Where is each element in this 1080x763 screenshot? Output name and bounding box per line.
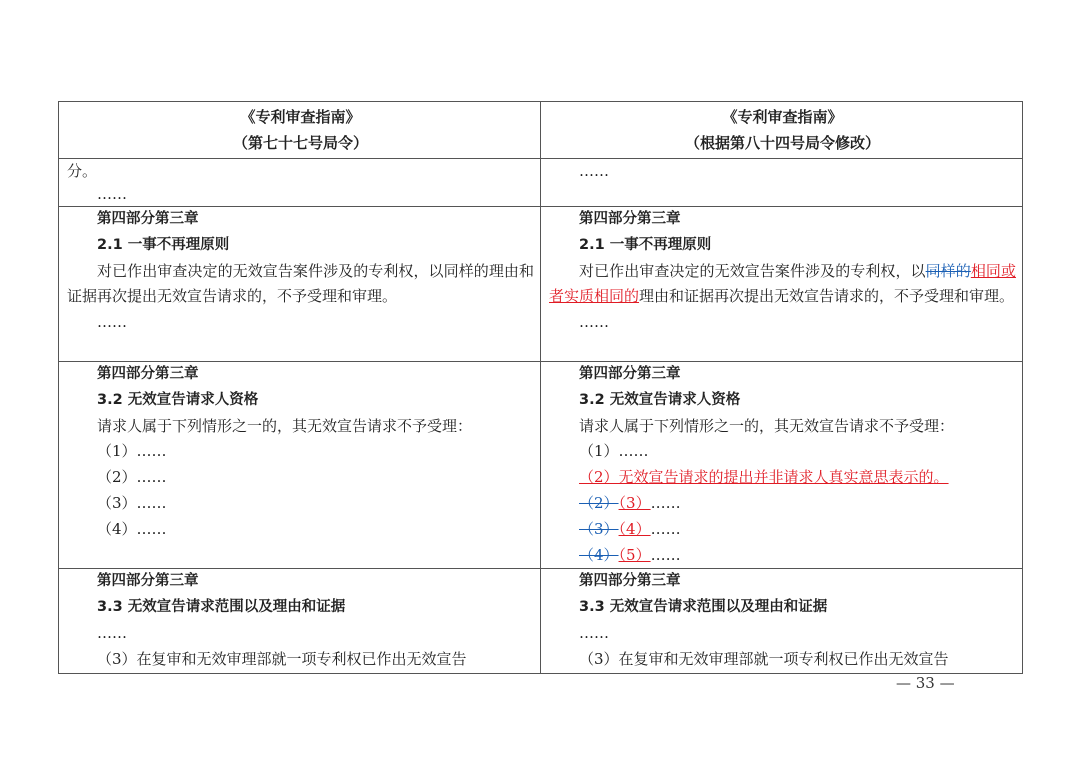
deleted-number: （2）: [579, 493, 619, 512]
page-number: — 33 —: [896, 674, 955, 692]
row4-left-chapter: 第四部分第三章: [97, 573, 199, 590]
list-item: （3）……: [97, 493, 167, 512]
row3-right-cell: [541, 362, 1023, 569]
new-list-item: [549, 465, 1016, 491]
renumbered-item: [549, 543, 1016, 569]
row4-left-paragraph: （3）在复审和无效审理部就一项专利权已作出无效宣告: [97, 649, 467, 668]
row3-right-heading: 3.2 无效宣告请求人资格: [579, 391, 741, 408]
table-row: [59, 159, 1023, 207]
row3-left-cell: [59, 362, 541, 569]
row2-left-cell: [59, 207, 541, 362]
row3-left-chapter: 第四部分第三章: [97, 366, 199, 382]
left-column-header: [59, 102, 541, 159]
deleted-number: （3）: [579, 519, 619, 538]
table-header-row: [59, 102, 1023, 159]
row1-left-cell: [59, 159, 541, 207]
item-tail: ……: [650, 519, 681, 538]
row4-left-cell: [59, 569, 541, 673]
row2-right-cell: [541, 207, 1023, 362]
right-header-title: 《专利审查指南》: [722, 108, 843, 126]
list-item: （1）……: [579, 442, 649, 461]
row4-right-ellipsis: ……: [579, 623, 609, 642]
inserted-text: 相同或者实质相同的: [549, 261, 1016, 306]
row4-right-chapter: 第四部分第三章: [579, 573, 681, 590]
row3-left-intro: 请求人属于下列情形之一的，其无效宣告请求不予受理：: [97, 416, 473, 435]
row3-left-heading: 3.2 无效宣告请求人资格: [97, 391, 259, 408]
left-header-title: 《专利审查指南》: [240, 108, 361, 126]
row2-left-paragraph: 对已作出审查决定的无效宣告案件涉及的专利权，以同样的理由和证据再次提出无效宣告请求的，不予受理和审理。: [67, 261, 534, 306]
row1-right-cell: [541, 159, 1023, 207]
row2-right-paragraph: [549, 259, 1016, 311]
list-item: （2）……: [97, 468, 167, 487]
comparison-table: [58, 101, 1023, 674]
row2-right-chapter: 第四部分第三章: [579, 211, 681, 227]
row1-left-ellipsis: ……: [97, 184, 127, 203]
left-header-subtitle: （第七十七号局令）: [232, 134, 368, 152]
row2-right-para-end: 理由和证据再次提出无效宣告请求的，不予受理和审理。: [639, 287, 1015, 306]
row3-right-chapter: 第四部分第三章: [579, 366, 681, 382]
row1-left-text: 分。: [67, 162, 98, 180]
row3-right-intro: 请求人属于下列情形之一的，其无效宣告请求不予受理：: [579, 416, 955, 435]
inserted-number: （5）: [618, 545, 651, 564]
row4-right-heading: 3.3 无效宣告请求范围以及理由和证据: [579, 599, 828, 616]
table-row: [59, 362, 1023, 569]
item-tail: ……: [650, 493, 681, 512]
row2-right-ellipsis: ……: [579, 313, 609, 332]
row4-left-heading: 3.3 无效宣告请求范围以及理由和证据: [97, 599, 346, 616]
right-header-subtitle: （根据第八十四号局令修改）: [684, 134, 880, 152]
row4-right-cell: [541, 569, 1023, 673]
deleted-number: （4）: [579, 545, 619, 564]
inserted-number: （3）: [618, 493, 651, 512]
list-item: （4）……: [97, 519, 167, 538]
row2-right-heading: 2.1 一事不再理原则: [579, 236, 712, 253]
right-column-header: [541, 102, 1023, 159]
row2-left-heading: 2.1 一事不再理原则: [97, 236, 230, 253]
row4-right-paragraph: （3）在复审和无效审理部就一项专利权已作出无效宣告: [579, 649, 949, 668]
item-tail: ……: [650, 545, 681, 564]
inserted-number: （4）: [618, 519, 651, 538]
row2-left-ellipsis: ……: [97, 313, 127, 332]
row2-left-chapter: 第四部分第三章: [97, 211, 199, 227]
table-row: [59, 207, 1023, 362]
renumbered-item: [549, 491, 1016, 517]
renumbered-item: [549, 517, 1016, 543]
deleted-text: 同样的: [925, 261, 971, 280]
row4-left-ellipsis: ……: [97, 623, 127, 642]
list-item: （1）……: [97, 442, 167, 461]
row1-right-ellipsis: ……: [579, 162, 609, 180]
table-row: [59, 569, 1023, 673]
row2-right-para-start: 对已作出审查决定的无效宣告案件涉及的专利权，以: [579, 261, 926, 280]
inserted-text: （2）无效宣告请求的提出并非请求人真实意思表示的。: [579, 468, 949, 487]
